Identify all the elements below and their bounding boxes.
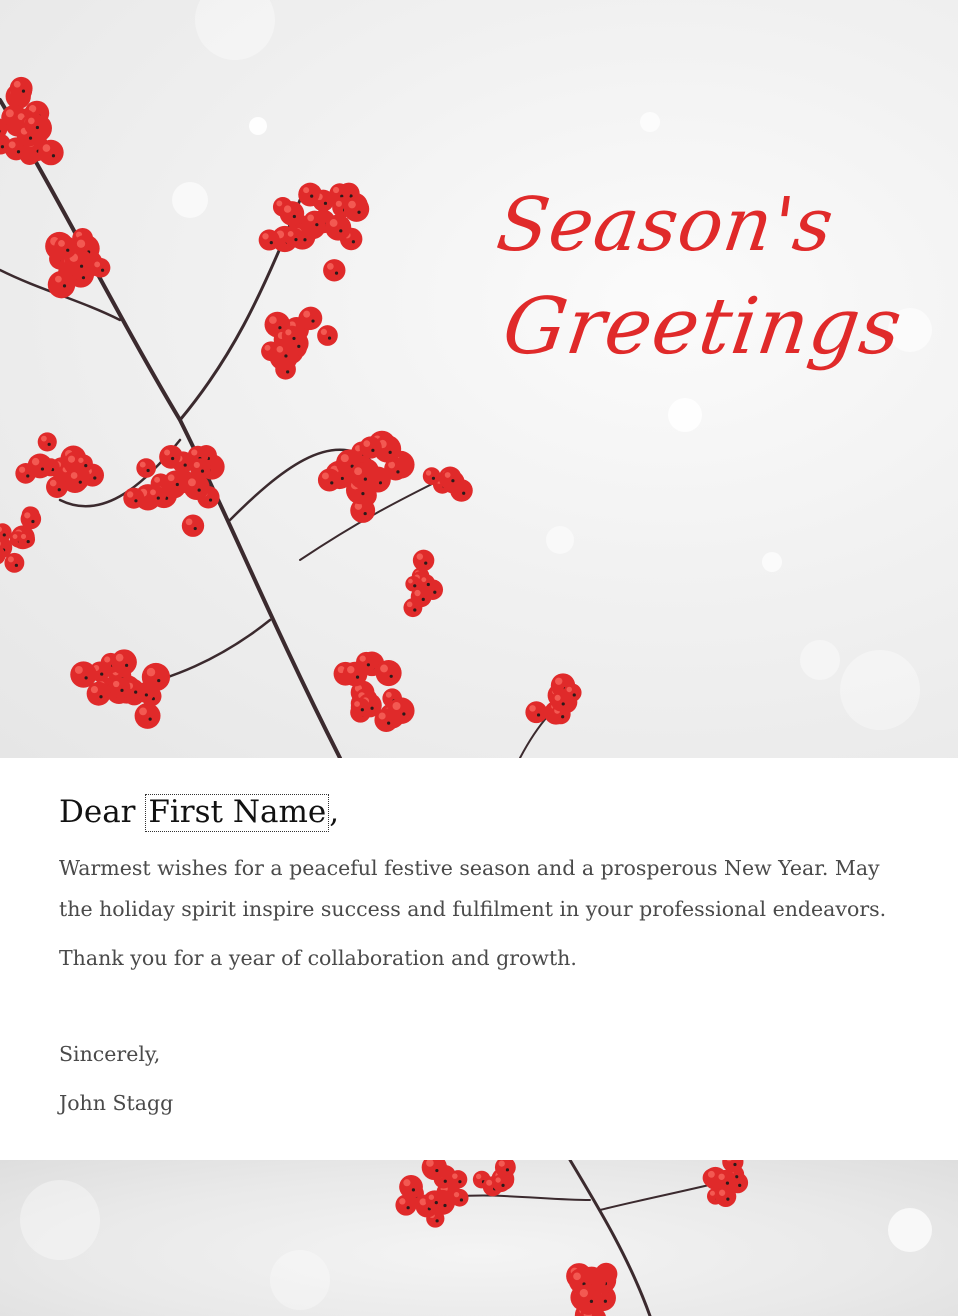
closing: Sincerely, <box>59 1042 161 1066</box>
seasons-greetings-heading <box>491 182 938 372</box>
paragraph-wishes: Warmest wishes for a peaceful festive season and a prosperous New Year. May the holiday spirit inspire success and fulfilment in your professional endeavors. <box>59 856 887 921</box>
salutation-suffix: , <box>329 794 340 830</box>
letter-body <box>0 758 958 1160</box>
greeting-line-1: Season's <box>491 182 840 268</box>
greeting-line-2: Greetings <box>497 282 908 372</box>
signature: John Stagg <box>59 1091 174 1115</box>
footer-berry-illustration <box>0 1160 958 1316</box>
paragraph-thanks: Thank you for a year of collaboration and growth. <box>59 946 577 970</box>
footer-image <box>0 1160 958 1316</box>
salutation <box>59 794 339 832</box>
first-name-merge-field[interactable]: First Name <box>145 794 329 832</box>
salutation-prefix: Dear <box>59 794 136 830</box>
